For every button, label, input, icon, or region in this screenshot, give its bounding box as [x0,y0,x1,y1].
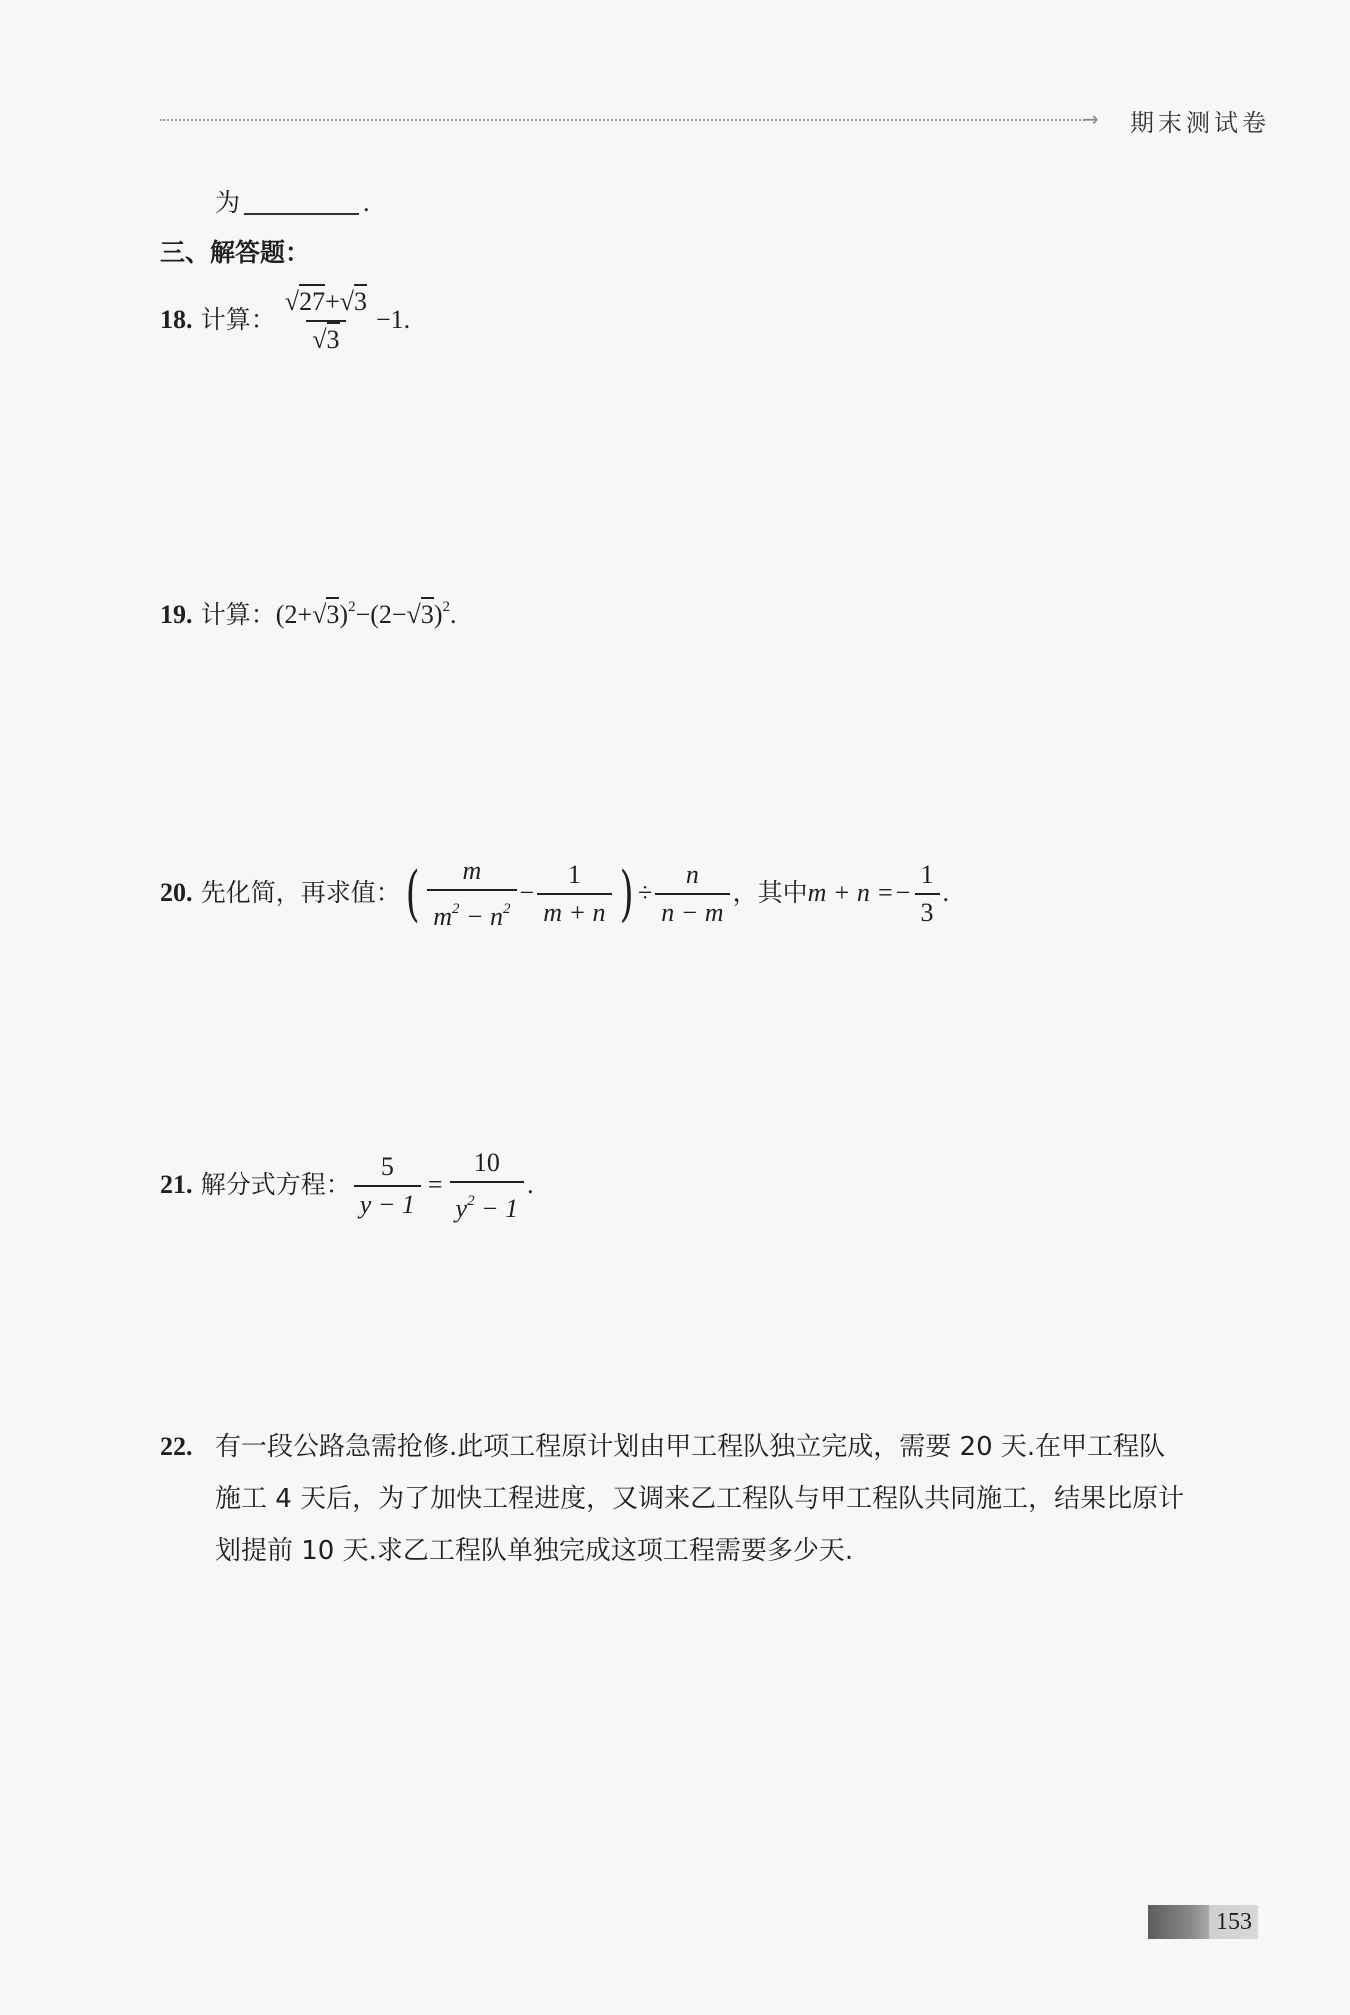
question-18 [160,287,410,355]
sqrt-expression: √3 [340,287,367,317]
fraction: $\frac{10}{y^2 - 1}$ [450,1148,525,1224]
question-label: 计算： [200,600,276,629]
left-paren: ( [405,859,420,929]
continuation-suffix: . [363,188,370,217]
fraction: $\frac{n}{n - m}$ [655,860,729,928]
section-heading-text: 三、解答题： [160,238,311,267]
question-number: 20. [160,878,193,907]
sqrt-expression: √27 [285,287,325,317]
page-number: 153 [1216,1909,1252,1935]
question-number: 18. [160,305,193,334]
sqrt-expression: √3 [312,598,339,632]
question-label: 计算： [200,305,276,334]
fraction: $\frac{1}{3}$ [915,860,940,928]
expression-tail: −1. [376,305,411,334]
question-22-line: 有一段公路急需抢修.此项工程原计划由甲工程队独立完成，需要 20 天.在甲工程队 [215,1432,1166,1462]
fraction: $\frac{1}{m + n}$ [537,860,611,928]
header-arrow-icon: → [1082,107,1099,131]
question-number: 19. [160,600,193,629]
sqrt-expression: √3 [407,598,434,632]
fraction-denominator [306,320,345,355]
question-19 [160,590,457,632]
math-expression: $(2+√3)^2-(2-√3)^2$. [276,600,457,629]
question-22-line: 划提前 10 天.求乙工程队单独完成这项工程需要多少天. [215,1536,854,1566]
header-title: 期末测试卷 [1130,109,1270,137]
right-paren: ) [619,859,634,929]
question-number: 21. [160,1170,193,1199]
question-22-text [215,1421,1255,1577]
section-heading [160,236,310,270]
continuation-line [215,186,370,220]
question-label: 先化简，再求值： [200,878,401,907]
question-label: 解分式方程： [200,1170,351,1199]
fraction [279,287,373,355]
fraction: $\frac{5}{y - 1}$ [354,1152,421,1220]
question-22-line: 施工 4 天后，为了加快工程进度，又调来乙工程队与甲工程队共同施工，结果比原计 [215,1484,1185,1514]
question-21: 21. 解分式方程： $\frac{5}{y - 1}$ = $\frac{10}{y^2 - 1}$ . [160,1148,534,1223]
fraction-numerator: √27+√3 [279,287,373,320]
continuation-prefix: 为 [215,188,241,217]
header-dotted-rule [160,119,1085,121]
fraction: $\frac{m}{m^2 - n^2}$ [427,856,516,932]
question-22-number: 22. [160,1432,193,1461]
answer-blank [244,213,359,215]
sqrt-expression: √3 [312,325,339,355]
question-20: 20. 先化简，再求值：( $\frac{m}{m^2 - n^2}$ − $\frac{1}{m + n}$ ) ÷ $\frac{n}{n - m}$ ，其中m + n =− $\frac{1}{3}$ . [160,856,949,931]
